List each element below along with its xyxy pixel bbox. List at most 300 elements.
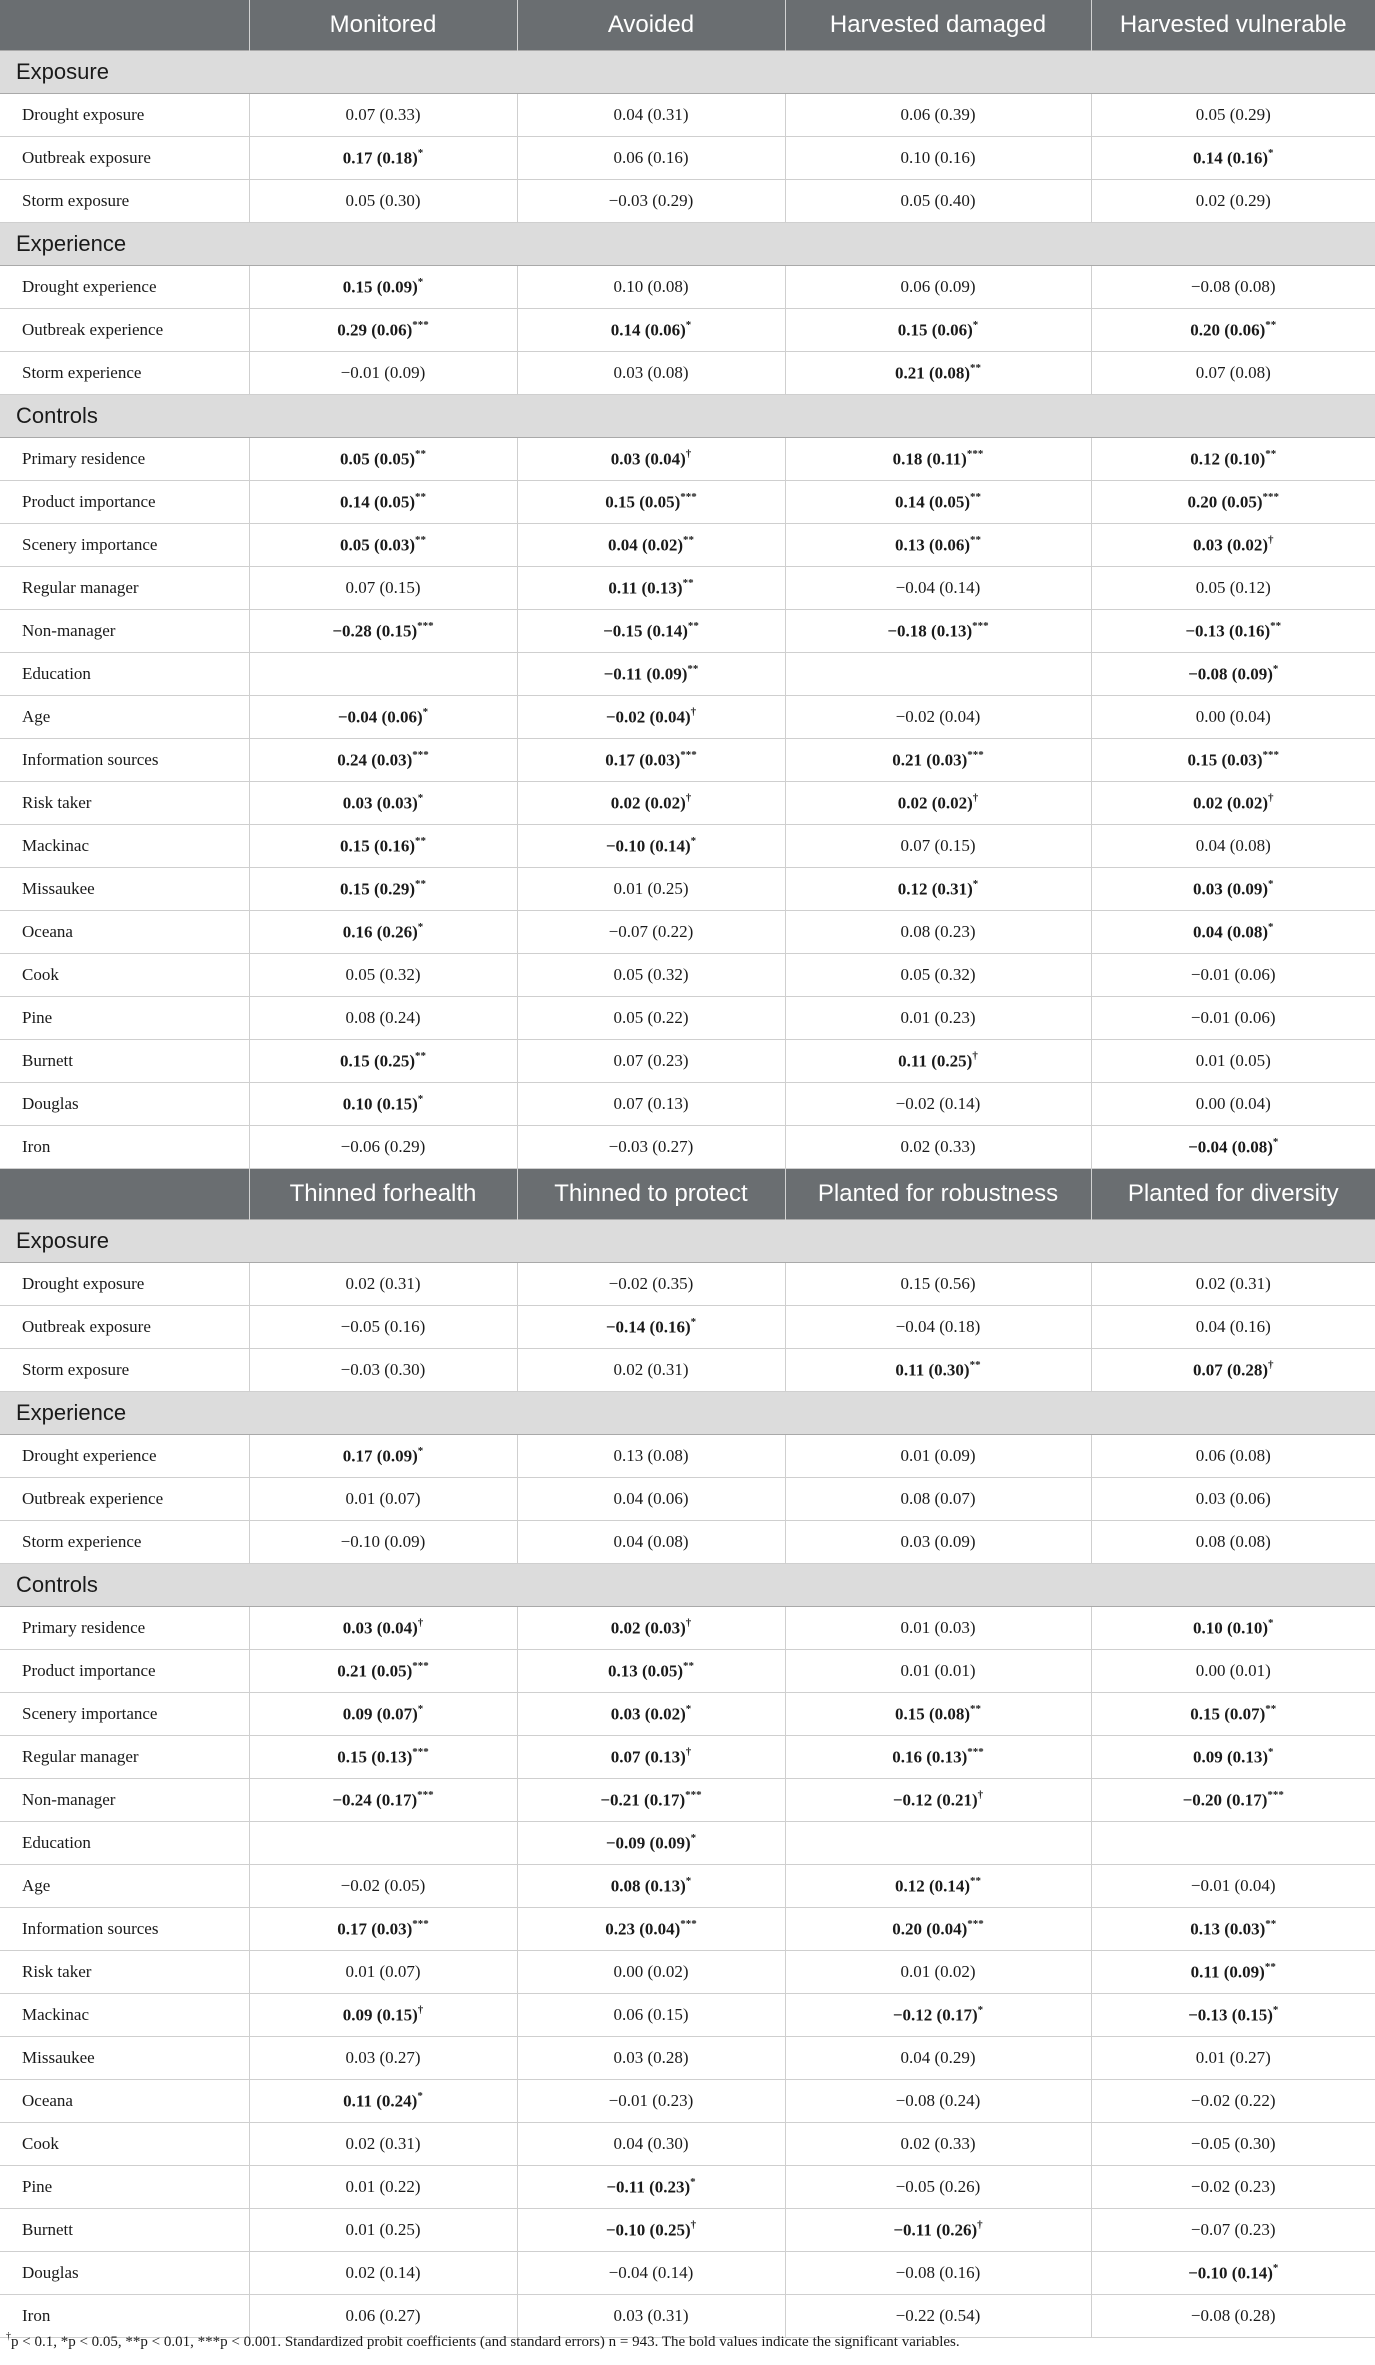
coefficient-cell (1091, 868, 1375, 911)
coefficient-value: 0.06 (0.09) (900, 277, 976, 296)
row-label: Risk taker (0, 782, 249, 825)
coefficient-value: 0.14 (0.05) (894, 492, 971, 512)
coefficient-cell (249, 782, 517, 825)
significance-marker: ** (687, 662, 699, 675)
significance-marker: *** (412, 1659, 429, 1672)
coefficient-cell (1091, 1349, 1375, 1392)
coefficient-cell (1091, 309, 1375, 352)
row-label: Scenery importance (0, 524, 249, 567)
table-row (0, 825, 1375, 868)
coefficient-value: 0.12 (0.31) (897, 879, 973, 899)
coefficient-value: −0.06 (0.29) (340, 1137, 426, 1156)
table-row (0, 2080, 1375, 2123)
significance-marker: † (417, 1616, 424, 1629)
coefficient-value: 0.15 (0.25) (339, 1051, 416, 1071)
coefficient-cell (1091, 1822, 1375, 1865)
table-row (0, 1650, 1375, 1693)
coefficient-cell (517, 610, 785, 653)
coefficient-value: 0.05 (0.40) (900, 191, 976, 210)
coefficient-value: 0.14 (0.05) (339, 492, 416, 512)
coefficient-value: 0.04 (0.16) (1195, 1317, 1271, 1336)
coefficient-cell (785, 524, 1091, 567)
coefficient-cell (517, 1865, 785, 1908)
row-label: Primary residence (0, 438, 249, 481)
coefficient-cell (1091, 1435, 1375, 1478)
coefficient-value: 0.05 (0.32) (345, 965, 421, 984)
coefficient-cell (517, 1306, 785, 1349)
row-label: Regular manager (0, 567, 249, 610)
coefficient-value: −0.10 (0.09) (340, 1532, 426, 1551)
table-row (0, 696, 1375, 739)
row-label: Pine (0, 2166, 249, 2209)
coefficient-value: 0.21 (0.08) (894, 363, 971, 383)
coefficient-cell (517, 1478, 785, 1521)
significance-marker: ** (970, 1874, 982, 1887)
coefficient-value: 0.13 (0.08) (613, 1446, 689, 1465)
significance-marker: *** (1262, 748, 1280, 761)
coefficient-cell (785, 782, 1091, 825)
coefficient-cell (249, 1126, 517, 1169)
coefficient-cell (1091, 739, 1375, 782)
coefficient-value: −0.08 (0.09) (1188, 664, 1273, 684)
coefficient-cell (517, 94, 785, 137)
coefficient-value: 0.04 (0.31) (613, 105, 689, 124)
coefficient-cell (1091, 1865, 1375, 1908)
significance-marker: ** (970, 361, 982, 374)
coefficient-cell (249, 1822, 517, 1865)
table-row (0, 2037, 1375, 2080)
coefficient-cell (785, 94, 1091, 137)
table-row (0, 954, 1375, 997)
coefficient-cell (517, 266, 785, 309)
coefficient-value: 0.07 (0.33) (345, 105, 421, 124)
coefficient-value: 0.07 (0.23) (613, 1051, 689, 1070)
coefficient-value: 0.01 (0.09) (900, 1446, 976, 1465)
significance-marker: *** (966, 447, 984, 460)
coefficient-cell (785, 954, 1091, 997)
coefficient-cell (517, 1607, 785, 1650)
row-label: Drought experience (0, 1435, 249, 1478)
coefficient-cell (517, 1349, 785, 1392)
coefficient-cell (517, 2209, 785, 2252)
coefficient-value: 0.04 (0.08) (1195, 836, 1271, 855)
coefficient-cell (785, 1521, 1091, 1564)
coefficient-value: 0.11 (0.25) (898, 1051, 973, 1071)
coefficient-value: 0.09 (0.13) (1192, 1747, 1269, 1767)
row-label: Burnett (0, 1040, 249, 1083)
coefficient-cell (1091, 1263, 1375, 1306)
coefficient-cell (785, 2209, 1091, 2252)
coefficient-cell (517, 1822, 785, 1865)
coefficient-value: 0.15 (0.56) (900, 1274, 976, 1293)
coefficient-value: −0.11 (0.26) (893, 2220, 978, 2240)
row-label: Non-manager (0, 610, 249, 653)
coefficient-cell (517, 1994, 785, 2037)
coefficient-cell (1091, 481, 1375, 524)
coefficient-value: 0.03 (0.09) (1192, 879, 1269, 899)
coefficient-cell (785, 1908, 1091, 1951)
coefficient-cell (249, 2209, 517, 2252)
coefficient-cell (249, 1349, 517, 1392)
coefficient-cell (1091, 2252, 1375, 2295)
coefficient-value: −0.13 (0.15) (1188, 2005, 1273, 2025)
coefficient-cell (249, 1478, 517, 1521)
coefficient-value: 0.02 (0.31) (1195, 1274, 1271, 1293)
coefficient-value: 0.03 (0.27) (345, 2048, 421, 2067)
coefficient-cell (1091, 2123, 1375, 2166)
significance-marker: *** (680, 748, 697, 761)
coefficient-cell (785, 180, 1091, 223)
coefficient-cell (785, 1435, 1091, 1478)
coefficient-value: 0.06 (0.39) (900, 105, 976, 124)
significance-marker: * (972, 877, 979, 890)
coefficient-value: 0.15 (0.06) (897, 320, 973, 340)
column-header: Avoided (517, 0, 785, 51)
coefficient-cell (517, 911, 785, 954)
coefficient-cell (1091, 2166, 1375, 2209)
significance-marker: ** (970, 533, 982, 546)
significance-marker: * (1268, 1616, 1274, 1629)
coefficient-cell (249, 352, 517, 395)
significance-marker: * (690, 2175, 696, 2188)
table-row (0, 266, 1375, 309)
coefficient-value: −0.03 (0.30) (340, 1360, 426, 1379)
coefficient-value: 0.21 (0.05) (337, 1661, 413, 1681)
significance-marker: † (685, 447, 692, 460)
significance-marker: *** (972, 619, 989, 632)
coefficient-cell (517, 954, 785, 997)
coefficient-value: −0.24 (0.17) (332, 1790, 418, 1810)
coefficient-cell (785, 1083, 1091, 1126)
coefficient-value: 0.15 (0.16) (339, 836, 416, 856)
coefficient-value: 0.08 (0.07) (900, 1489, 976, 1508)
coefficient-cell (785, 2123, 1091, 2166)
row-label: Storm experience (0, 1521, 249, 1564)
coefficient-value: 0.05 (0.05) (339, 449, 416, 469)
coefficient-cell (517, 1521, 785, 1564)
row-label: Storm exposure (0, 180, 249, 223)
coefficient-value: 0.17 (0.03) (605, 750, 681, 770)
column-header: Planted for robustness (785, 1169, 1091, 1220)
coefficient-cell (249, 868, 517, 911)
coefficient-value: 0.05 (0.22) (613, 1008, 689, 1027)
coefficient-value: −0.01 (0.06) (1190, 965, 1276, 984)
coefficient-value: −0.01 (0.23) (608, 2091, 694, 2110)
coefficient-cell (1091, 1040, 1375, 1083)
coefficient-value: −0.01 (0.04) (1190, 1876, 1276, 1895)
coefficient-cell (517, 868, 785, 911)
significance-marker: *** (967, 1917, 984, 1930)
coefficient-value: −0.18 (0.13) (887, 621, 973, 641)
coefficient-value: −0.10 (0.14) (605, 836, 691, 856)
row-label: Information sources (0, 739, 249, 782)
coefficient-cell (249, 1650, 517, 1693)
significance-marker: * (417, 275, 424, 288)
coefficient-cell (785, 1951, 1091, 1994)
coefficient-value: 0.01 (0.25) (345, 2220, 421, 2239)
coefficient-cell (249, 1865, 517, 1908)
section-row (0, 1220, 1375, 1263)
coefficient-value: 0.02 (0.33) (900, 2134, 976, 2153)
coefficient-value: −0.13 (0.16) (1185, 621, 1271, 641)
row-label: Product importance (0, 481, 249, 524)
coefficient-value: 0.01 (0.01) (900, 1661, 976, 1680)
significance-marker: *** (680, 490, 697, 503)
coefficient-cell (1091, 94, 1375, 137)
coefficient-value: −0.07 (0.23) (1190, 2220, 1276, 2239)
coefficient-cell (1091, 2209, 1375, 2252)
significance-marker: *** (967, 748, 984, 761)
coefficient-value: −0.10 (0.14) (1188, 2263, 1273, 2283)
significance-marker: * (417, 920, 424, 933)
coefficient-value: −0.02 (0.35) (608, 1274, 694, 1293)
row-label: Storm exposure (0, 1349, 249, 1392)
coefficient-cell (1091, 1126, 1375, 1169)
coefficient-cell (249, 2080, 517, 2123)
significance-marker: † (972, 791, 979, 804)
coefficient-value: 0.16 (0.26) (342, 922, 418, 942)
coefficient-cell (1091, 610, 1375, 653)
significance-marker: † (690, 2218, 697, 2231)
coefficient-cell (517, 438, 785, 481)
coefficient-value: 0.20 (0.06) (1190, 320, 1266, 340)
coefficient-value: −0.10 (0.25) (605, 2220, 691, 2240)
coefficient-value: 0.15 (0.08) (894, 1704, 971, 1724)
significance-marker: ** (1264, 1960, 1276, 1973)
coefficient-cell (517, 567, 785, 610)
coefficient-value: 0.07 (0.28) (1192, 1360, 1269, 1380)
coefficient-value: 0.01 (0.05) (1195, 1051, 1271, 1070)
column-header: Thinned to protect (517, 1169, 785, 1220)
coefficient-value: −0.04 (0.14) (895, 578, 981, 597)
significance-marker: *** (412, 1745, 429, 1758)
significance-marker: ** (415, 1049, 427, 1062)
coefficient-cell (517, 2080, 785, 2123)
coefficient-cell (249, 1908, 517, 1951)
coefficient-cell (1091, 954, 1375, 997)
coefficient-value: 0.04 (0.06) (613, 1489, 689, 1508)
coefficient-value: 0.03 (0.04) (610, 449, 686, 469)
significance-marker: *** (685, 1788, 702, 1801)
coefficient-value: −0.08 (0.28) (1190, 2306, 1276, 2325)
table-row (0, 868, 1375, 911)
coefficient-cell (785, 481, 1091, 524)
coefficient-value: 0.17 (0.09) (342, 1446, 418, 1466)
coefficient-cell (517, 180, 785, 223)
table-row (0, 1951, 1375, 1994)
table-row (0, 2209, 1375, 2252)
coefficient-cell (785, 1650, 1091, 1693)
significance-marker: ** (970, 1702, 982, 1715)
coefficient-value: 0.16 (0.13) (892, 1747, 968, 1767)
coefficient-value: 0.02 (0.02) (610, 793, 686, 813)
coefficient-cell (1091, 567, 1375, 610)
table-row (0, 653, 1375, 696)
coefficient-value: 0.10 (0.10) (1192, 1618, 1269, 1638)
coefficient-cell (1091, 653, 1375, 696)
coefficient-value: −0.03 (0.29) (608, 191, 694, 210)
significance-marker: ** (683, 1659, 695, 1672)
significance-marker: *** (967, 1745, 984, 1758)
coefficient-cell (1091, 1478, 1375, 1521)
coefficient-value: 0.12 (0.10) (1190, 449, 1266, 469)
coefficient-cell (249, 997, 517, 1040)
coefficient-cell (785, 567, 1091, 610)
coefficient-cell (517, 997, 785, 1040)
significance-marker: * (417, 2089, 423, 2102)
row-label: Education (0, 653, 249, 696)
coefficient-value: 0.08 (0.13) (610, 1876, 686, 1896)
table-row (0, 352, 1375, 395)
row-label: Non-manager (0, 1779, 249, 1822)
coefficient-cell (517, 1908, 785, 1951)
coefficient-value: 0.03 (0.04) (342, 1618, 418, 1638)
coefficient-value: 0.07 (0.08) (1195, 363, 1271, 382)
coefficient-cell (785, 309, 1091, 352)
coefficient-cell (785, 1040, 1091, 1083)
column-header: Harvested damaged (785, 0, 1091, 51)
coefficient-value: 0.05 (0.29) (1195, 105, 1271, 124)
coefficient-value: 0.14 (0.16) (1192, 148, 1269, 168)
coefficient-value: 0.11 (0.24) (343, 2091, 418, 2111)
significance-marker: † (1268, 533, 1274, 546)
table-row (0, 309, 1375, 352)
row-label: Pine (0, 997, 249, 1040)
coefficient-cell (785, 352, 1091, 395)
significance-marker: * (417, 1092, 424, 1105)
coefficient-cell (517, 1650, 785, 1693)
coefficient-value: 0.03 (0.06) (1195, 1489, 1271, 1508)
row-label: Burnett (0, 2209, 249, 2252)
coefficient-value: 0.01 (0.22) (345, 2177, 421, 2196)
column-header: Harvested vulnerable (1091, 0, 1375, 51)
coefficient-cell (1091, 352, 1375, 395)
significance-marker: * (1272, 1135, 1279, 1148)
coefficient-cell (249, 1306, 517, 1349)
header-blank-cell (0, 0, 249, 51)
coefficient-value: 0.12 (0.14) (894, 1876, 971, 1896)
significance-marker: ** (1265, 1702, 1277, 1715)
section-title: Controls (0, 1564, 1375, 1607)
coefficient-value: 0.11 (0.30) (895, 1360, 970, 1380)
coefficient-cell (1091, 2037, 1375, 2080)
coefficient-cell (785, 2080, 1091, 2123)
table-row (0, 1349, 1375, 1392)
coefficient-cell (249, 1736, 517, 1779)
coefficient-value: −0.12 (0.17) (892, 2005, 978, 2025)
significance-marker: * (685, 1702, 692, 1715)
significance-marker: *** (680, 1917, 697, 1930)
coefficient-cell (249, 1779, 517, 1822)
coefficient-value: 0.15 (0.29) (339, 879, 416, 899)
coefficient-cell (785, 1349, 1091, 1392)
section-title: Experience (0, 1392, 1375, 1435)
coefficient-value: 0.13 (0.05) (607, 1661, 684, 1681)
significance-marker: ** (1265, 447, 1277, 460)
coefficient-value: 0.00 (0.04) (1195, 707, 1271, 726)
coefficient-value: 0.05 (0.32) (613, 965, 689, 984)
row-label: Outbreak exposure (0, 137, 249, 180)
significance-marker: ** (682, 576, 694, 589)
significance-marker: * (690, 1831, 697, 1844)
coefficient-cell (249, 137, 517, 180)
coefficient-cell (1091, 137, 1375, 180)
coefficient-value: 0.02 (0.02) (1192, 793, 1269, 813)
significance-marker: † (977, 2218, 983, 2231)
row-label: Outbreak experience (0, 1478, 249, 1521)
coefficient-value: 0.00 (0.04) (1195, 1094, 1271, 1113)
coefficient-value: −0.28 (0.15) (332, 621, 418, 641)
coefficient-value: 0.15 (0.09) (342, 277, 418, 297)
coefficient-value: 0.29 (0.06) (337, 320, 413, 340)
section-row (0, 223, 1375, 266)
section-title: Controls (0, 395, 1375, 438)
coefficient-cell (517, 2037, 785, 2080)
coefficient-value: 0.11 (0.13) (608, 578, 683, 598)
table-row (0, 1306, 1375, 1349)
coefficient-value: 0.02 (0.31) (345, 1274, 421, 1293)
coefficient-value: 0.08 (0.24) (345, 1008, 421, 1027)
significance-marker: *** (412, 318, 429, 331)
significance-marker: * (1268, 920, 1274, 933)
significance-marker: * (417, 146, 424, 159)
significance-marker: * (1272, 2003, 1279, 2016)
significance-marker: ** (970, 490, 982, 503)
table-row (0, 438, 1375, 481)
coefficient-cell (517, 653, 785, 696)
row-label: Age (0, 1865, 249, 1908)
header-blank-cell (0, 1169, 249, 1220)
significance-marker: * (1268, 146, 1274, 159)
panel-header-row (0, 0, 1375, 51)
significance-marker: † (972, 1049, 978, 1062)
coefficient-cell (249, 2123, 517, 2166)
row-label: Information sources (0, 1908, 249, 1951)
coefficient-cell (1091, 438, 1375, 481)
footnote-text: p < 0.1, *p < 0.05, **p < 0.01, ***p < 0.001. Standardized probit coefficients (and standard errors) n = 943. The bold values indicate the significant variables. (11, 2334, 960, 2350)
row-label: Douglas (0, 2252, 249, 2295)
coefficient-cell (785, 696, 1091, 739)
coefficient-cell (785, 1736, 1091, 1779)
coefficient-value: 0.17 (0.18) (342, 148, 418, 168)
row-label: Missaukee (0, 2037, 249, 2080)
column-header: Thinned forhealth (249, 1169, 517, 1220)
significance-marker: ** (415, 533, 427, 546)
coefficient-value: −0.04 (0.08) (1188, 1137, 1273, 1157)
row-label: Iron (0, 1126, 249, 1169)
coefficient-value: 0.02 (0.33) (900, 1137, 976, 1156)
coefficient-value: 0.02 (0.29) (1195, 191, 1271, 210)
table-row (0, 1865, 1375, 1908)
table-row (0, 739, 1375, 782)
row-label: Drought exposure (0, 1263, 249, 1306)
coefficient-cell (1091, 1908, 1375, 1951)
coefficient-cell (517, 2123, 785, 2166)
coefficient-cell (517, 1083, 785, 1126)
coefficient-value: −0.09 (0.09) (605, 1833, 691, 1853)
coefficient-value: 0.07 (0.15) (345, 578, 421, 597)
coefficient-value: −0.05 (0.26) (895, 2177, 981, 2196)
significance-marker: † (977, 1788, 984, 1801)
coefficient-cell (249, 610, 517, 653)
coefficient-cell (1091, 1779, 1375, 1822)
coefficient-cell (785, 1693, 1091, 1736)
coefficient-value: −0.05 (0.16) (340, 1317, 426, 1336)
significance-marker: * (977, 2003, 984, 2016)
row-label: Iron (0, 2295, 249, 2338)
coefficient-value: 0.02 (0.02) (897, 793, 973, 813)
coefficient-cell (249, 2166, 517, 2209)
